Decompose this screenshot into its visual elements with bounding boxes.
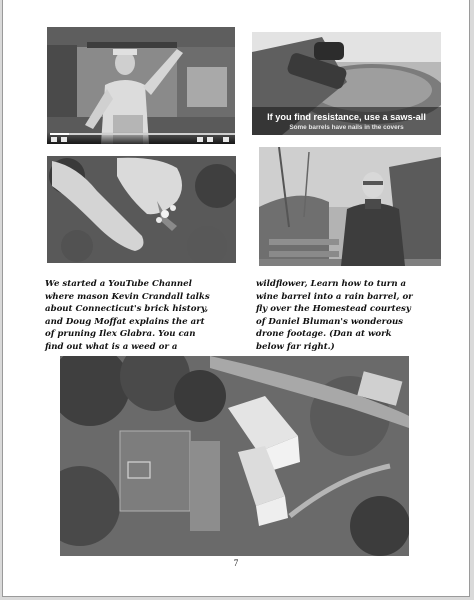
aerial-photo-image <box>60 356 409 556</box>
body-text-line: We started a YouTube Channel <box>45 279 192 289</box>
body-text-line: where mason Kevin Crandall talks <box>45 291 210 302</box>
barrel-caption: If you find resistance, use a saws-all <box>267 112 426 122</box>
body-text-line: find out what is a weed or a <box>45 341 178 352</box>
body-text-line: of pruning Ilex Glabra. You can <box>45 329 196 340</box>
settings-icon[interactable] <box>197 137 203 142</box>
video-progress-fill <box>50 133 69 135</box>
volume-icon[interactable] <box>61 137 67 142</box>
fullscreen-icon[interactable] <box>223 137 229 142</box>
aerial-drone-photo <box>60 356 409 556</box>
body-text-line: about Connecticut's brick history, <box>45 304 209 315</box>
hands-photo-image <box>47 156 236 263</box>
body-text-line: wine barrel into a rain barrel, or <box>256 291 413 302</box>
video-progress-track[interactable] <box>50 133 235 135</box>
body-text-line: and Doug Moffat explains the art <box>45 316 205 327</box>
page-number: 7 <box>233 558 239 568</box>
body-text-line: of Daniel Bluman's wonderous <box>256 316 404 327</box>
play-icon[interactable] <box>51 137 57 142</box>
body-text-line: fly over the Homestead courtesy <box>256 304 411 315</box>
barrel-subcaption: Some barrels have nails in the covers <box>289 124 404 131</box>
newsletter-page <box>2 0 470 597</box>
captions-icon[interactable] <box>207 137 213 142</box>
video-still-photo[interactable] <box>47 27 235 144</box>
body-text-line: below far right.) <box>256 341 335 352</box>
dan-portrait-photo <box>259 147 441 266</box>
left-text-column <box>45 278 210 354</box>
body-text-line: wildflower, Learn how to turn a <box>256 279 407 289</box>
speaker-photo-image <box>47 27 235 144</box>
right-text-column <box>256 278 413 354</box>
portrait-photo-image <box>259 147 441 266</box>
hands-flower-photo <box>47 156 236 263</box>
barrel-saw-photo <box>252 32 441 135</box>
body-text-line: drone footage. (Dan at work <box>256 329 392 340</box>
